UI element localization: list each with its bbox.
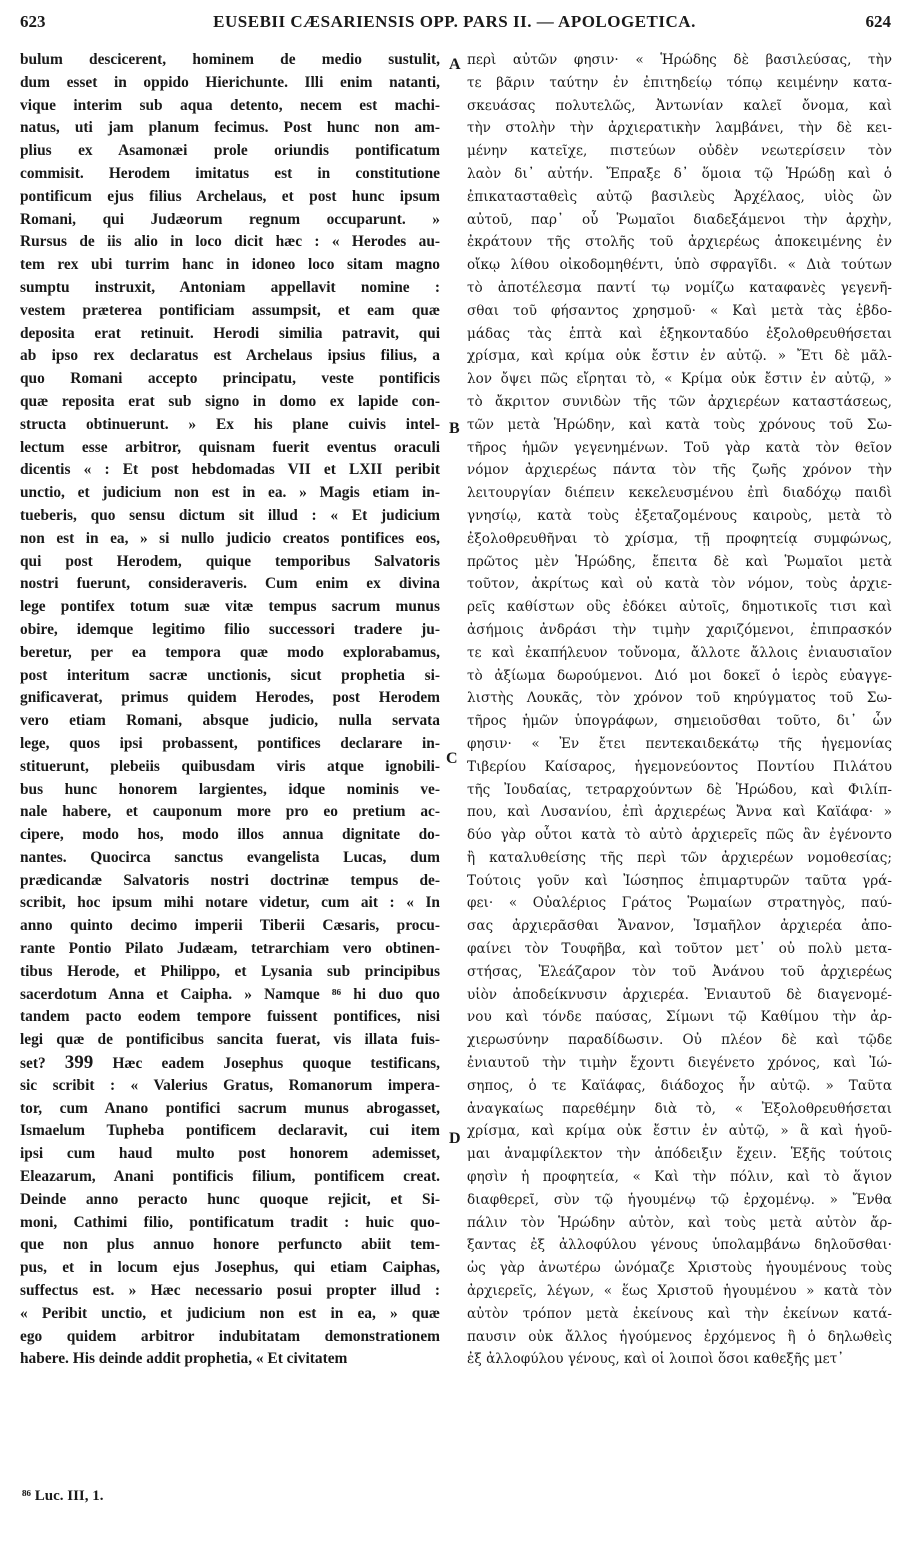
margin-marker-d: D bbox=[449, 1130, 461, 1147]
greek-text-line: μένην κατεῖχε, πιστεύων οὐδὲν νεωτερίσειν τὸν bbox=[467, 143, 892, 160]
latin-text-line: habere. His deinde addit prophetia, « Et civitatem bbox=[20, 1350, 348, 1368]
greek-text-line: οἴκῳ λίθου οἰκοδομηθέντι, ὑπὸ σφραγῖδι. « Διὰ τούτων bbox=[467, 257, 892, 274]
latin-text-line: quæ reposita erat sub signo in domo ex lapide con- bbox=[20, 392, 440, 410]
greek-text-line: ἢ καταλυθείσης τῆς περὶ τῶν ἀρχιερέων νομοθεσίας; bbox=[467, 849, 892, 866]
greek-text-line: φησιν· « Ἐν ἔτει πεντεκαιδεκάτῳ τῆς ἡγεμονίας bbox=[467, 735, 892, 752]
greek-text-line: ξαντας ἐξ ἀλλοφύλου γένους ὑπολαμβάνω δηλοῦσθαι· bbox=[467, 1237, 892, 1254]
latin-text-line: nostri fuerunt, consideraveris. Cum enim ex divina bbox=[20, 575, 440, 593]
greek-text-line: φει· « Οὐαλέριος Γράτος Ῥωμαίων στρατηγὸς, παύ- bbox=[467, 895, 892, 912]
greek-text-line: στήσας, Ἐλεάζαρον τὸν τοῦ Ἀνάνου τοῦ ἀρχιερέως bbox=[467, 963, 892, 980]
greek-text-line: ἀναγκαίως παρεθέμην διὰ τὸ, « Ἐξολοθρευθήσεται bbox=[467, 1100, 892, 1117]
latin-text-line: lege, quos ipsi probassent, pontifices declarare in- bbox=[20, 734, 440, 752]
margin-marker-b: B bbox=[449, 420, 460, 437]
latin-text-line: que non plus annuo honore perfuncto abiit tem- bbox=[20, 1236, 440, 1254]
latin-text-line: gnificaverat, primus quidem Herodes, post Herodem bbox=[20, 689, 440, 707]
greek-text-line: πάλιν τὸν Ἡρώδην αὐτὸν, καὶ τοὺς μετὰ αὐτὸν ἄρ- bbox=[467, 1214, 892, 1231]
latin-text-line: structa obtinuerunt. » Ex his plane cuivis intel- bbox=[20, 415, 440, 433]
greek-text-line: φαίνει τὸν Τουφῆβα, καὶ τοῦτον μετ᾽ οὐ πολὺ μετα- bbox=[467, 941, 892, 958]
latin-text-line: prædicandæ Salvatoris nostri doctrinæ tempus de- bbox=[20, 871, 440, 889]
latin-text-line: beretur, per ea tempora quæ modo explorabamus, bbox=[20, 643, 440, 661]
latin-text-line: obire, idemque legitimo filio successori tradere ju- bbox=[20, 620, 440, 638]
latin-text-line: vero etiam Romani, absque judicio, nulla servata bbox=[20, 712, 440, 730]
latin-text-line: tandem pacto eodem tempore fuissent pontifices, nisi bbox=[20, 1008, 440, 1026]
greek-text-line: τε καὶ ἐκαπήλευον τοὔνομα, ἄλλοτε ἄλλοις ἐνιαυσιαῖον bbox=[467, 644, 892, 661]
greek-text-line: Τιβερίου Καίσαρος, ἡγεμονεύοντος Ποντίου Πιλάτου bbox=[467, 758, 892, 775]
greek-text-line: τὴν στολὴν τὴν ἀρχιερατικὴν λαμβάνει, τὴν δὲ κει- bbox=[467, 120, 892, 137]
greek-text-line: σηπος, ὁ τε Καϊάφας, διάδοχος ἦν αὐτῷ. » Ταῦτα bbox=[467, 1077, 892, 1094]
latin-text-line: lectum esse arbitror, quisnam fuerit eventus oraculi bbox=[20, 438, 440, 456]
greek-text-line: δύο γὰρ οὗτοι κατὰ τὸ αὐτὸ ἀρχιερεῖς πῶς ἂν ἐγένοντο bbox=[467, 827, 892, 844]
latin-text-line: « Peribit unctio, et judicium non est in ea, » quæ bbox=[20, 1304, 440, 1322]
greek-text-line: αὐτὸν τρόπον μετὰ ἐκείνους καὶ τὴν ἐκείνων κατά- bbox=[467, 1305, 892, 1322]
running-title: EUSEBII CÆSARIENSIS OPP. PARS II. — APOLOGETICA. bbox=[213, 12, 696, 31]
latin-text-line: sumptu instruxit, Antoniam appellavit nomine : bbox=[20, 278, 440, 296]
latin-text-line: lege pontifex totum suæ vitæ tempus sacrum munus bbox=[20, 598, 440, 616]
latin-text-line: bus hunc honorem largientes, idque nominis ve- bbox=[20, 780, 440, 798]
greek-text-line: ἐνιαυτοῦ τὴν τιμὴν ἔχοντι διεγένετο χρόνος, καὶ Ἰώ- bbox=[467, 1055, 892, 1072]
latin-text-line: commisit. Herodem imitatus est in constitutione bbox=[20, 164, 440, 182]
latin-text-line: unctio, et judicium non est in ea. » Magis etiam in- bbox=[20, 484, 440, 502]
latin-text-line: sic scribit : « Valerius Gratus, Romanorum impera- bbox=[20, 1076, 440, 1094]
greek-text-line: πρῶτος μὲν Ἡρώδης, ἔπειτα δὲ καὶ Ῥωμαῖοι μετὰ bbox=[467, 553, 892, 570]
greek-text-line: λειτουργίαν διέπειν κεκελευσμένου ἐπὶ διαδόχῳ παιδὶ bbox=[467, 485, 892, 502]
latin-text-line: Rursus de iis alio in loco dicit hæc : « Herodes au- bbox=[20, 233, 440, 251]
latin-text-line: stituerunt, plebeiis quibusdam viris atque ignobili- bbox=[20, 757, 440, 775]
greek-text-line: τὸ ἀποτέλεσμα παντί τῳ νομίζω καταφανὲς γεγενῆ- bbox=[467, 279, 892, 296]
left-page-number: 623 bbox=[20, 12, 46, 31]
greek-text-line: τῶν μετὰ Ἡρώδην, καὶ κατὰ τοὺς χρόνους τοῦ Σω- bbox=[467, 416, 892, 433]
latin-text-line: moni, Cathimi filio, pontificatum tradit : huic quo- bbox=[20, 1213, 440, 1231]
latin-text-line: non est in ea, » si nullo judicio creatos pontifices eos, bbox=[20, 529, 440, 547]
latin-text-line: legi quæ de pontificibus sancita fuerat, vis illata fuis- bbox=[20, 1031, 440, 1049]
greek-text-line: τὸ ἄκριτον συνιδὼν τῆς τῶν ἀρχιερέων καταστάσεως, bbox=[467, 393, 892, 410]
greek-text-line: ρεῖς καθίστων οὓς ἐδόκει αὐτοῖς, δημοτικοῖς τισι καὶ bbox=[467, 599, 892, 616]
latin-text-line: post interitum sacræ unctionis, sicut prophetia si- bbox=[20, 666, 440, 684]
greek-text-line: χρίσμα, καὶ κρίμα οὐκ ἔστιν ἐν αὐτῷ, » ἃ καὶ ἡγοῦ- bbox=[467, 1123, 892, 1140]
latin-text-line: bulum descicerent, hominem de medio sustulit, bbox=[20, 51, 440, 68]
greek-text-line: ἐξολοθρευθῆναι τὸ χρίσμα, τῇ προφητείᾳ συμφώνως, bbox=[467, 530, 892, 547]
latin-text-line: vestem præterea pontificiam assumpsit, et eam quæ bbox=[20, 301, 440, 319]
greek-text-line: λιστὴς Λουκᾶς, τὸν χρόνον τοῦ κηρύγματος τοῦ Σω- bbox=[467, 690, 892, 707]
greek-text-line: μάδας τὰς ἑπτὰ καὶ ἑξηκονταδύο ἐξολοθρευθήσεται bbox=[467, 325, 892, 342]
latin-text-line: Eleazarum, Anani pontificis filium, pontificem creat. bbox=[20, 1168, 440, 1186]
greek-text-line: λον ὄψει πῶς εἴρηται τὸ, « Κρίμα οὐκ ἔστιν ἐν αὐτῷ, » bbox=[467, 371, 892, 388]
latin-text-line: plius ex Asamonæi prole oriundis pontificatum bbox=[20, 142, 440, 160]
latin-text-line: tem rex ubi turrim hanc in idoneo loco sitam magno bbox=[20, 256, 440, 274]
greek-text-line: ἐκράτουν τῆς στολῆς τοῦ ἀρχιερέως ἀποκειμένης ἐν bbox=[467, 234, 892, 251]
latin-text-line: suffectus est. » Hæc necessario posui propter illud : bbox=[20, 1282, 440, 1300]
greek-text-line: χιερωσύνην παραδίδωσιν. Οὐ πλέον δὲ καὶ τῷδε bbox=[467, 1032, 892, 1049]
greek-text-line: τε βᾶριν ταύτην ἐν ἐπιτηδείῳ τόπῳ κειμένην κατα- bbox=[467, 74, 892, 91]
greek-text-line: νου καὶ τόνδε παύσας, Σίμωνι τῷ Καθίμου τὴν ἀρ- bbox=[467, 1009, 892, 1026]
greek-text-line: τῆρος ἡμῶν ὑπογράφων, σημειοῦσθαι τοῦτο, δι᾽ ὧν bbox=[467, 713, 892, 730]
latin-text-line: sacerdotum Anna et Caipha. » Namque ⁸⁶ hi duo quo bbox=[20, 985, 440, 1003]
greek-text-line: μαι ἀναμφίλεκτον τὴν ἀπόδειξιν ἔχειν. Ἑξῆς τούτοις bbox=[467, 1146, 892, 1163]
greek-text-line: τοῦτον, ἀκρίτως καὶ οὐ κατὰ τὸν νόμον, τοὺς ἀρχιε- bbox=[467, 576, 892, 593]
page-header bbox=[0, 0, 909, 36]
latin-text-line: Ismaelum Tupheba pontificem declaravit, cui item bbox=[20, 1122, 440, 1140]
latin-text-line: dum esset in oppido Hierichunte. Illi enim natanti, bbox=[20, 73, 440, 91]
page-reference: 399 bbox=[64, 1052, 94, 1074]
latin-text-line: Romani, qui Judæorum regnum occuparunt. » bbox=[20, 210, 440, 228]
latin-column bbox=[20, 49, 440, 1371]
greek-text-line: ὡς γὰρ ἀνωτέρω ὠνόμαζε Χριστοὺς ἡγουμένους τοὺς bbox=[467, 1260, 892, 1277]
latin-text-line: dicentis « : Et post hebdomadas VII et LXII peribit bbox=[20, 461, 440, 479]
right-page-number: 624 bbox=[865, 12, 891, 31]
latin-text-line: qui post Herodem, quique temporibus Salvatoris bbox=[20, 552, 440, 570]
latin-text-line: nantes. Quocirca sanctus evangelista Lucas, dum bbox=[20, 848, 440, 866]
latin-text-line: vique interim sub aqua detento, necem est machi- bbox=[20, 96, 440, 114]
greek-text-line: περὶ αὐτῶν φησιν· « Ἡρώδης δὲ βασιλεύσας, τὴν bbox=[467, 52, 892, 68]
greek-text-line: τὸ ἀξίωμα δωρούμενοι. Διό μοι δοκεῖ ὁ ἱερὸς εὐαγγε- bbox=[467, 667, 892, 684]
greek-text-line: ἀρχιερεῖς, λέγων, « ἕως Χριστοῦ ἡγουμένου » κατὰ τὸν bbox=[467, 1283, 892, 1300]
greek-text-line: σθαι τοῦ φήσαντος χρησμοῦ· « Καὶ μετὰ τὰς ἑβδο- bbox=[467, 302, 892, 319]
greek-text-line: ἀσήμοις ἀνδράσι τὴν τιμὴν χαριζόμενοι, ἐπιπρασκόν bbox=[467, 621, 892, 638]
greek-text-line: Τούτοις γοῦν καὶ Ἰώσηπος ἐπιμαρτυρῶν ταῦτα γρά- bbox=[467, 872, 892, 889]
greek-column bbox=[467, 49, 892, 1371]
greek-text-line: διαφθερεῖ, σὺν τῷ ἡγουμένῳ τῷ ἐρχομένῳ. » Ἔνθα bbox=[467, 1191, 892, 1208]
latin-text-line: tibus Herode, et Philippo, et Lysania sub principibus bbox=[20, 962, 440, 980]
greek-text-line: νόμον ἀρχιερέως πάντα τὸν τῆς ζωῆς χρόνον τὴν bbox=[467, 462, 892, 479]
greek-text-line: αὐτοῦ, παρ᾽ οὗ Ῥωμαῖοι διαδεξάμενοι τὴν ἀρχὴν, bbox=[467, 211, 892, 228]
greek-text-line: γνησίῳ, κατὰ τοὺς ἐξεταζομένους καιροὺς, μετὰ τὸ bbox=[467, 507, 892, 524]
latin-text-line: ipsi cum haud multo post honorem ademisset, bbox=[20, 1145, 440, 1163]
latin-text-line: tor, cum Anano pontifici sacrum munus abrogasset, bbox=[20, 1099, 440, 1117]
latin-text-line: set? 399 Hæc eadem Josephus quoque testificans, bbox=[20, 1052, 440, 1074]
latin-text-line: deposita erat retinuit. Herodi similia patravit, qui bbox=[20, 324, 440, 342]
greek-text-line: χρίσμα, καὶ κρίμα οὐκ ἔστιν ἐν αὐτῷ. » Ἔτι δὲ μᾶλ- bbox=[467, 348, 892, 365]
latin-text-line: pontificum ejus filius Archelaus, et post hunc ipsum bbox=[20, 187, 440, 205]
latin-text-line: nale habere, et cauponum more pro eo pretium ac- bbox=[20, 803, 440, 821]
greek-text-line: παυσιν οὐκ ἄλλος ἡγούμενος ἐρχόμενος ἢ ὁ δηλωθεὶς bbox=[467, 1328, 892, 1345]
greek-text-line: σας ἀρχιερᾶσθαι Ἄνανον, Ἰσμαῆλον ἀρχιερέα ἀπο- bbox=[467, 918, 892, 935]
greek-text-line: λαὸν δι᾽ αὐτήν. Ἔπραξε δ᾽ ὅμοια τῷ Ἡρώδῃ καὶ ὁ bbox=[467, 165, 892, 182]
latin-text-line: Deinde anno peracto hunc quoque rejicit, et Si- bbox=[20, 1190, 440, 1208]
greek-text-line: ἐξ ἀλλοφύλου γένους, καὶ οἱ λοιποὶ ὅσοι καθεξῆς μετ᾽ bbox=[467, 1351, 845, 1368]
latin-text-line: pus, et in locum ejus Josephus, qui etiam Caiphas, bbox=[20, 1259, 440, 1277]
margin-marker-a: A bbox=[449, 56, 461, 73]
footnote: ⁸⁶ Luc. III, 1. bbox=[22, 1488, 104, 1504]
latin-text-line: natus, uti jam planum fecimus. Post hunc non am- bbox=[20, 119, 440, 137]
latin-text-line: cipere, modo hos, modo illos annua dignitate do- bbox=[20, 826, 440, 844]
greek-text-line: υἱὸν ἀποδείκνυσιν ἀρχιερέα. Ἐνιαυτοῦ δὲ διαγενομέ- bbox=[467, 986, 892, 1003]
latin-text-line: ego quidem arbitror indubitatam demonstrationem bbox=[20, 1327, 440, 1345]
greek-text-line: σκευάσας πολυτελῶς, Ἀντωνίαν καλεῖ ὄνομα, καὶ bbox=[467, 97, 892, 114]
latin-text-line: ab ipso rex declaratus est Archelaus ipsius filius, a bbox=[20, 347, 440, 365]
latin-text-line: tueberis, quo sensu dictum sit illud : « Et judicium bbox=[20, 506, 440, 524]
greek-text-line: τῆρος ἡμῶν γεγενημένων. Τοῦ γὰρ κατὰ τὸν θεῖον bbox=[467, 439, 892, 456]
margin-marker-c: C bbox=[446, 750, 458, 767]
greek-text-line: που, καὶ Λυσανίου, ἐπὶ ἀρχιερέως Ἄννα καὶ Καϊάφα· » bbox=[467, 804, 892, 821]
latin-text-line: quo Romani accepto principatu, veste pontificis bbox=[20, 370, 440, 388]
latin-text-line: anno quinto decimo imperii Tiberii Cæsaris, procu- bbox=[20, 917, 440, 935]
greek-text-line: τῆς Ἰουδαίας, τετραρχούντων δὲ Ἡρώδου, καὶ Φιλίπ- bbox=[467, 781, 892, 798]
greek-text-line: φησὶν ἡ προφητεία, « Καὶ τὴν πόλιν, καὶ τὸ ἅγιον bbox=[467, 1169, 892, 1186]
latin-text-line: rante Pontio Pilato Judæam, tetrarchiam vero obtinen- bbox=[20, 940, 440, 958]
greek-text-line: ἐπικατασταθεὶς αὐτῷ βασιλεὺς Ἀρχέλαος, υἱὸς ὢν bbox=[467, 188, 892, 205]
latin-text-line: scribit, hoc ipsum mihi notare videtur, cum ait : « In bbox=[20, 894, 440, 912]
